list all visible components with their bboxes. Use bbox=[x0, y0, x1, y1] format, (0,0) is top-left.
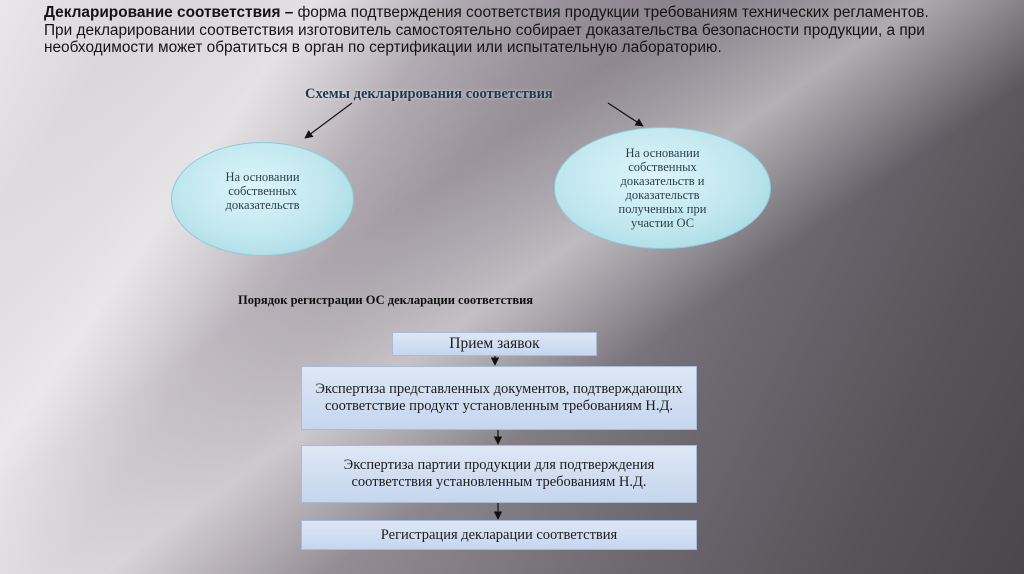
scheme-own-and-cb-evidence-label: На основании собственных доказательств и доказательств полученных при участии ОС bbox=[618, 146, 707, 230]
step-2-label: Экспертиза представленных документов, подтверждающих соответствие продукт установленным требованиям Н.Д. bbox=[315, 381, 683, 414]
scheme-own-and-cb-evidence bbox=[554, 127, 771, 249]
step-1-label: Прием заявок bbox=[449, 335, 540, 352]
arrow-to-left-scheme bbox=[305, 103, 352, 138]
scheme-own-evidence bbox=[171, 142, 354, 256]
intro-definition-text: форма подтверждения соответствия продукции требованиям технических регламентов. bbox=[293, 4, 929, 21]
arrow-to-right-scheme bbox=[608, 103, 643, 126]
intro-paragraph: При декларировании соответствия изготовитель самостоятельно собирает доказательства безопасности продукции, а при необходимости может обратиться в орган по сертификации или испытательную лабораторию. bbox=[44, 21, 925, 56]
step-4-label: Регистрация декларации соответствия bbox=[380, 526, 618, 543]
step-3-label: Экспертиза партии продукции для подтверждения соответствия установленным требованиям Н.Д. bbox=[343, 457, 655, 490]
schemes-title: Схемы декларирования соответствия bbox=[305, 86, 553, 102]
scheme-own-evidence-label: На основании собственных доказательств bbox=[225, 170, 300, 212]
step-registration bbox=[301, 520, 697, 550]
step-document-review bbox=[301, 366, 697, 430]
step-batch-review bbox=[301, 445, 697, 503]
intro-term: Декларирование соответствия – bbox=[44, 4, 294, 21]
procedure-title: Порядок регистрации ОС декларации соответствия bbox=[238, 293, 534, 307]
step-receive-applications bbox=[392, 332, 597, 356]
